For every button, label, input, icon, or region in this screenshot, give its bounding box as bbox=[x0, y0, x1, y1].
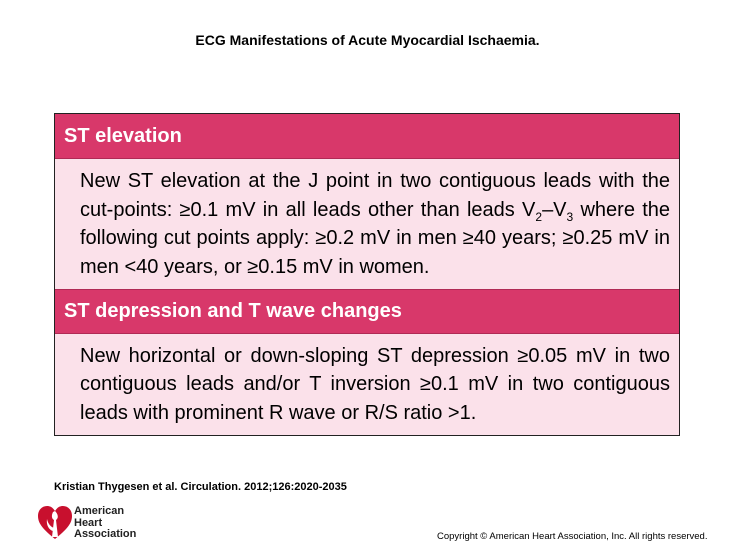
section-header-st-elevation: ST elevation bbox=[55, 114, 679, 159]
copyright-notice: Copyright © American Heart Association, Inc. All rights reserved. bbox=[437, 531, 708, 542]
citation: Kristian Thygesen et al. Circulation. 2012;126:2020-2035 bbox=[54, 481, 347, 493]
subscript: 2 bbox=[535, 209, 543, 224]
aha-logo bbox=[36, 503, 146, 543]
logo-line: Heart bbox=[74, 516, 103, 529]
text-part: –V bbox=[542, 198, 567, 221]
slide-title: ECG Manifestations of Acute Myocardial Ischaemia. bbox=[195, 32, 540, 48]
section-body-st-elevation bbox=[55, 159, 679, 289]
criteria-table bbox=[54, 113, 680, 436]
section-header-st-depression: ST depression and T wave changes bbox=[55, 289, 679, 334]
section-body-st-depression bbox=[55, 334, 679, 435]
aha-logo-text bbox=[74, 506, 136, 541]
text-part: where the following cut points apply: ≥0.2 mV in men ≥40 years; ≥0.25 mV in men <40 years, or ≥0.15 mV in women. bbox=[80, 198, 670, 278]
subscript: 3 bbox=[566, 209, 574, 224]
text-part: New ST elevation at the J point in two contiguous leads with the cut-points: ≥0.1 mV in all leads other than leads V bbox=[80, 170, 670, 221]
aha-heart-torch-icon bbox=[36, 503, 74, 543]
logo-line: American bbox=[74, 505, 125, 517]
st-depression-text: New horizontal or down-sloping ST depression ≥0.05 mV in two contiguous leads and/or T inversion ≥0.1 mV in two contiguous leads with prominent R wave or R/S ratio >1. bbox=[80, 344, 670, 424]
logo-line: Association bbox=[74, 528, 137, 540]
st-elevation-text bbox=[80, 167, 670, 281]
